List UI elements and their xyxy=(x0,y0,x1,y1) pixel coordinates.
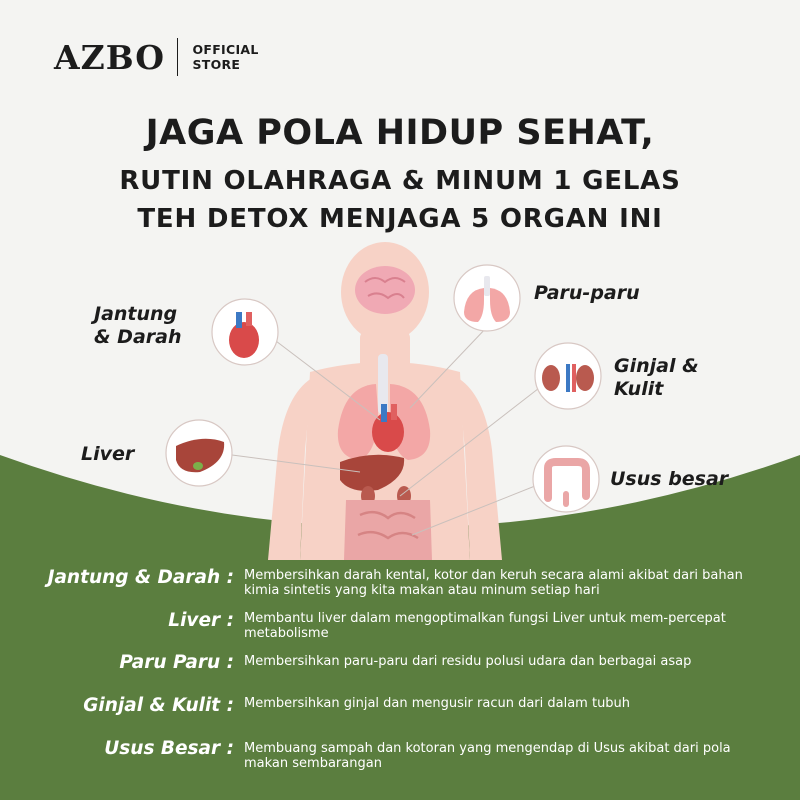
store-line-2: STORE xyxy=(192,57,241,72)
body-intestines xyxy=(344,500,432,560)
benefit-text: Membersihkan paru-paru dari residu polusi udara dan berbagai asap xyxy=(244,654,692,669)
label-jantung-line-2: & Darah xyxy=(94,326,182,348)
benefit-label: Ginjal & Kulit : xyxy=(83,695,234,716)
logo-mark: AZBO xyxy=(54,37,165,77)
label-jantung xyxy=(94,303,182,349)
heart-icon xyxy=(212,299,278,365)
label-paru: Paru-paru xyxy=(534,282,640,304)
intestine-icon xyxy=(533,446,599,512)
benefit-label: Usus Besar : xyxy=(104,738,234,759)
label-ginjal xyxy=(614,355,699,401)
headline-line-3: TEH DETOX MENJAGA 5 ORGAN INI xyxy=(137,204,663,234)
store-line-1: OFFICIAL xyxy=(192,42,259,57)
label-usus: Usus besar xyxy=(610,468,729,490)
benefit-label: Liver : xyxy=(168,610,234,631)
benefit-text: Membersihkan ginjal dan mengusir racun dari dalam tubuh xyxy=(244,696,631,711)
benefit-text: Membantu liver dalam mengoptimalkan fungsi Liver untuk mem-percepat metabolisme xyxy=(244,611,726,641)
benefit-label: Paru Paru : xyxy=(119,652,234,673)
kidney-icon xyxy=(535,343,601,409)
benefit-text: Membuang sampah dan kotoran yang mengendap di Usus akibat dari pola makan sembarangan xyxy=(244,741,731,771)
benefit-label: Jantung & Darah : xyxy=(47,567,234,588)
logo-divider xyxy=(177,38,179,76)
headline-line-2: RUTIN OLAHRAGA & MINUM 1 GELAS xyxy=(119,166,681,196)
label-jantung-line-1: Jantung xyxy=(94,303,178,325)
lungs-icon xyxy=(454,265,520,331)
official-store-label xyxy=(192,42,258,72)
headline-line-1: JAGA POLA HIDUP SEHAT, xyxy=(145,113,655,153)
label-liver: Liver xyxy=(81,443,135,465)
label-ginjal-line-1: Ginjal & xyxy=(614,355,699,377)
benefit-text: Membersihkan darah kental, kotor dan keruh secara alami akibat dari bahan kimia sintetis yang kita makan atau minum setiap hari xyxy=(244,568,743,598)
brain-icon xyxy=(355,266,415,314)
brand-logo xyxy=(54,36,259,78)
label-ginjal-line-2: Kulit xyxy=(614,378,664,400)
liver-icon xyxy=(166,420,232,486)
